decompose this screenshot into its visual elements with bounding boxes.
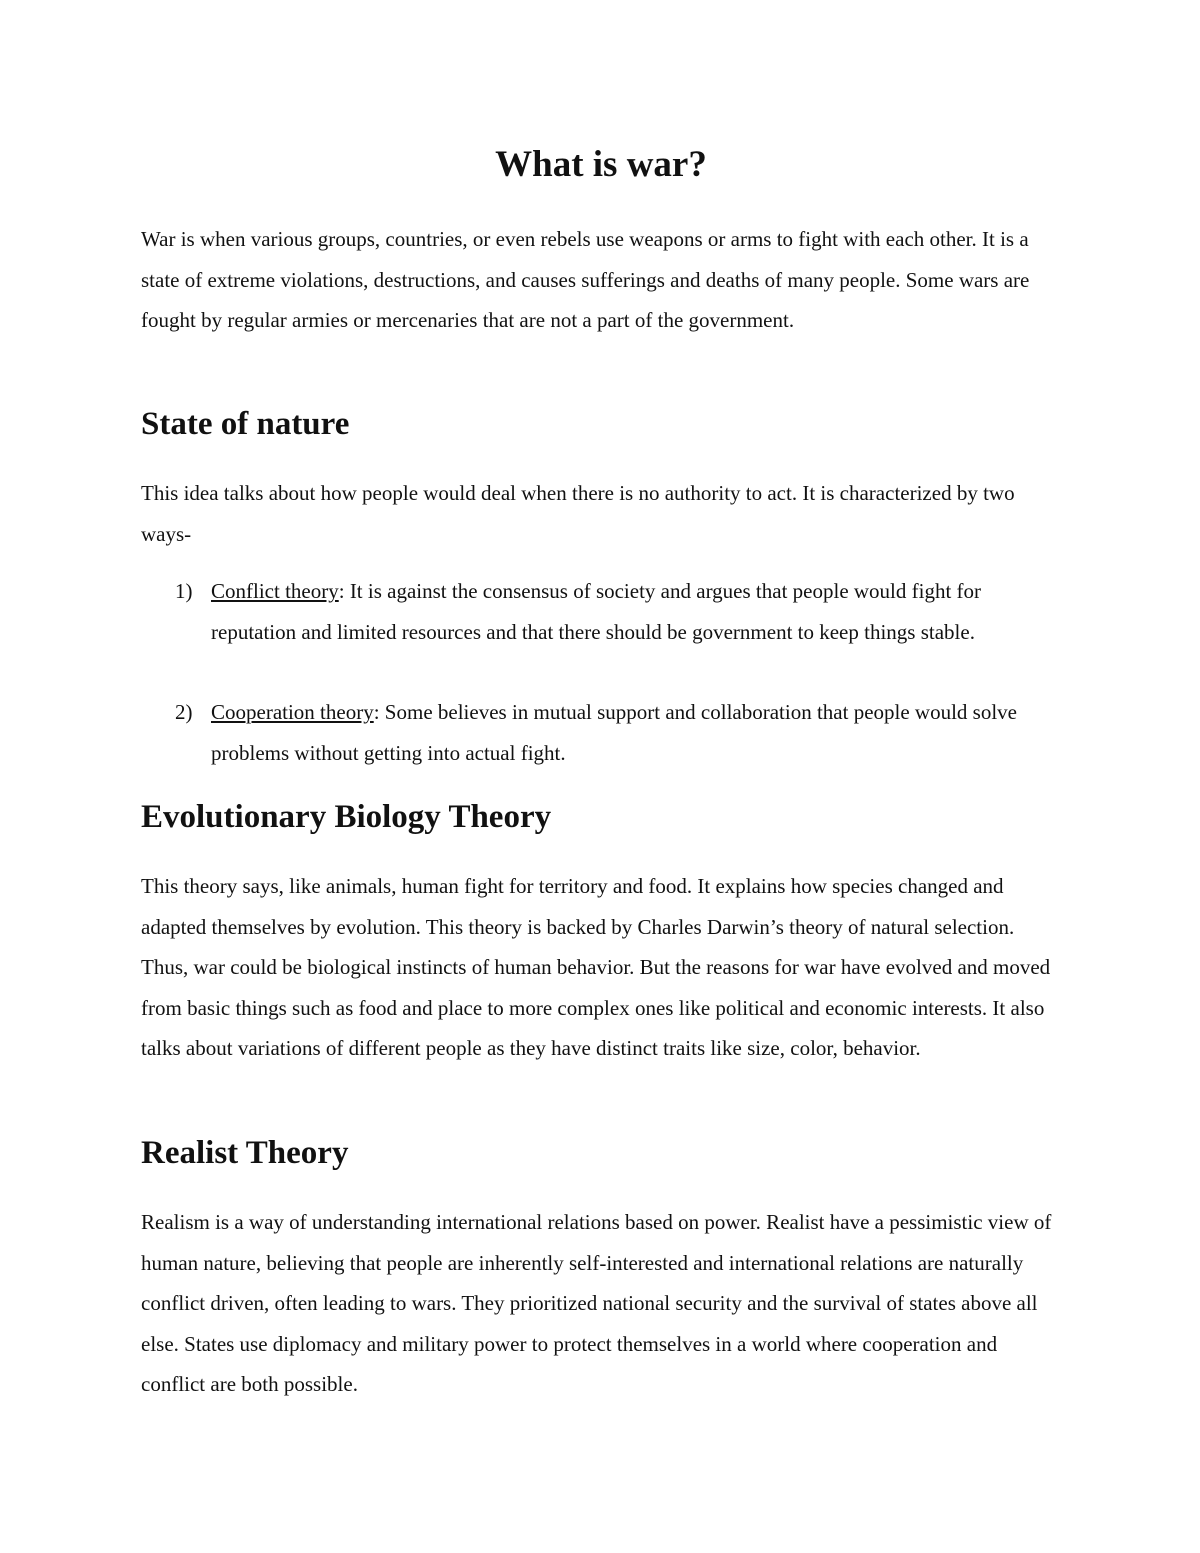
list-item-text: : It is against the consensus of society and argues that people would fight for reputation and limited resources and that there should be government to keep things stable. — [211, 579, 982, 644]
list-number: 2) — [175, 700, 193, 724]
section-heading-realist-theory: Realist Theory — [141, 1135, 349, 1171]
list-number: 1) — [175, 579, 193, 603]
intro-paragraph: War is when various groups, countries, or even rebels use weapons or arms to fight with each other. It is a state of extreme violations, destructions, and causes sufferings and deaths of many people. Some wars are fought by regular armies or mercenaries that are not a part of the government. — [141, 227, 1030, 333]
state-of-nature-paragraph: This idea talks about how people would deal when there is no authority to act. It is characterized by two ways- — [141, 481, 1015, 546]
section-heading-state-of-nature: State of nature — [141, 406, 350, 442]
list-item-body — [211, 571, 1061, 652]
section-heading-evolutionary-biology: Evolutionary Biology Theory — [141, 799, 552, 835]
term-cooperation-theory: Cooperation theory — [211, 700, 374, 724]
document-title: What is war? — [495, 144, 707, 185]
term-conflict-theory: Conflict theory — [211, 579, 339, 603]
realist-theory-paragraph: Realism is a way of understanding international relations based on power. Realist have a pessimistic view of human nature, believing that people are inherently self-interested and international relations are naturally conflict driven, often leading to wars. They prioritized national security and the survival of states above all else. States use diplomacy and military power to protect themselves in a world where cooperation and conflict are both possible. — [141, 1210, 1052, 1397]
list-item-text: : Some believes in mutual support and collaboration that people would solve problems without getting into actual fight. — [211, 700, 1018, 765]
evolutionary-biology-paragraph: This theory says, like animals, human fight for territory and food. It explains how species changed and adapted themselves by evolution. This theory is backed by Charles Darwin’s theory of natural selection. Thus, war could be biological instincts of human behavior. But the reasons for war have evolved and moved from basic things such as food and place to more complex ones like political and economic interests. It also talks about variations of different people as they have distinct traits like size, color, behavior. — [141, 874, 1051, 1061]
list-item-body — [211, 692, 1061, 773]
